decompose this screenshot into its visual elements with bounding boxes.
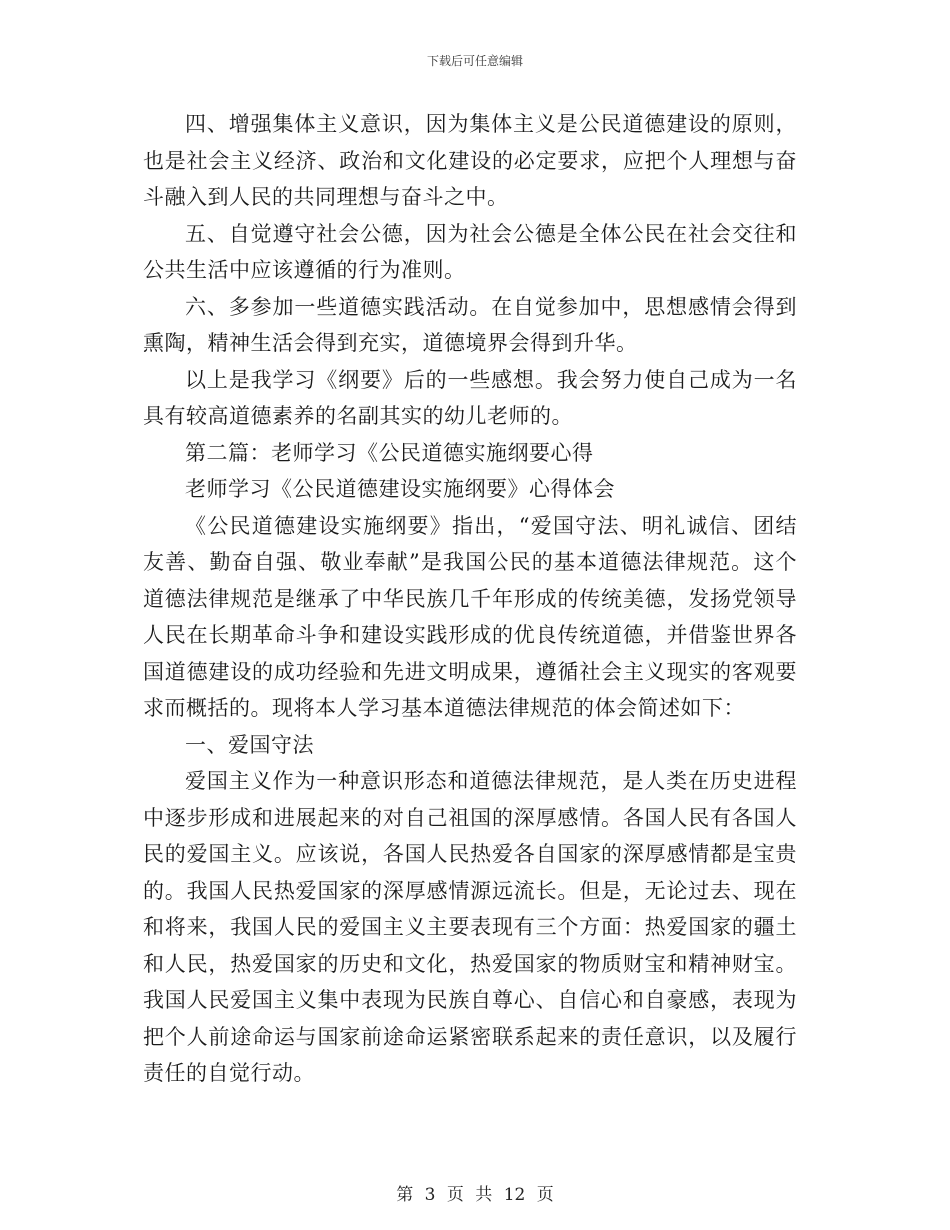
paragraph-moral-practice: 六、多参加一些道德实践活动。在自觉参加中，思想感情会得到熏陶，精神生活会得到充实，道德境界会得到升华。 (143, 294, 797, 355)
section-title-part-two: 第二篇：老师学习《公民道德实施纲要心得 (185, 440, 594, 465)
paragraph-collectivism: 四、增强集体主义意识，因为集体主义是公民道德建设的原则，也是社会主义经济、政治和文化建设的必定要求，应把个人理想与奋斗融入到人民的共同理想与奋斗之中。 (143, 112, 797, 209)
paragraph-social-morality: 五、自觉遵守社会公德，因为社会公德是全体公民在社会交往和公共生活中应该遵循的行为准则。 (143, 221, 797, 282)
page-header: 下载后可任意编辑 (426, 54, 523, 68)
document-body (143, 106, 797, 1092)
paragraph-outline-intro: 《公民道德建设实施纲要》指出，“爱国守法、明礼诚信、团结友善、勤奋自强、敬业奉献”是我国公民的基本道德法律规范。这个道德法律规范是继承了中华民族几千年形成的传统美德，发扬党领导人民在长期革命斗争和建设实践形成的优良传统道德，并借鉴世界各国道德建设的成功经验和先进文明成果，遵循社会主义现实的客观要求而概括的。现将本人学习基本道德法律规范的体会简述如下： (143, 513, 797, 720)
article-title: 老师学习《公民道德建设实施纲要》心得体会 (185, 477, 615, 501)
heading-patriotism: 一、爱国守法 (185, 732, 314, 757)
page-number: 第 3 页 共 12 页 (396, 1185, 554, 1205)
paragraph-conclusion: 以上是我学习《纲要》后的一些感想。我会努力使自己成为一名具有较高道德素养的名副其实的幼儿老师的。 (143, 367, 797, 428)
paragraph-patriotism: 爱国主义作为一种意识形态和道德法律规范，是人类在历史进程中逐步形成和进展起来的对自己祖国的深厚感情。各国人民有各国人民的爱国主义。应该说，各国人民热爱各自国家的深厚感情都是宝贵的。我国人民热爱国家的深厚感情源远流长。但是，无论过去、现在和将来，我国人民的爱国主义主要表现有三个方面：热爱国家的疆土和人民，热爱国家的历史和文化，热爱国家的物质财宝和精神财宝。我国人民爱国主义集中表现为民族自尊心、自信心和自豪感，表现为把个人前途命运与国家前途命运紧密联系起来的责任意识，以及履行责任的自觉行动。 (143, 769, 797, 1085)
